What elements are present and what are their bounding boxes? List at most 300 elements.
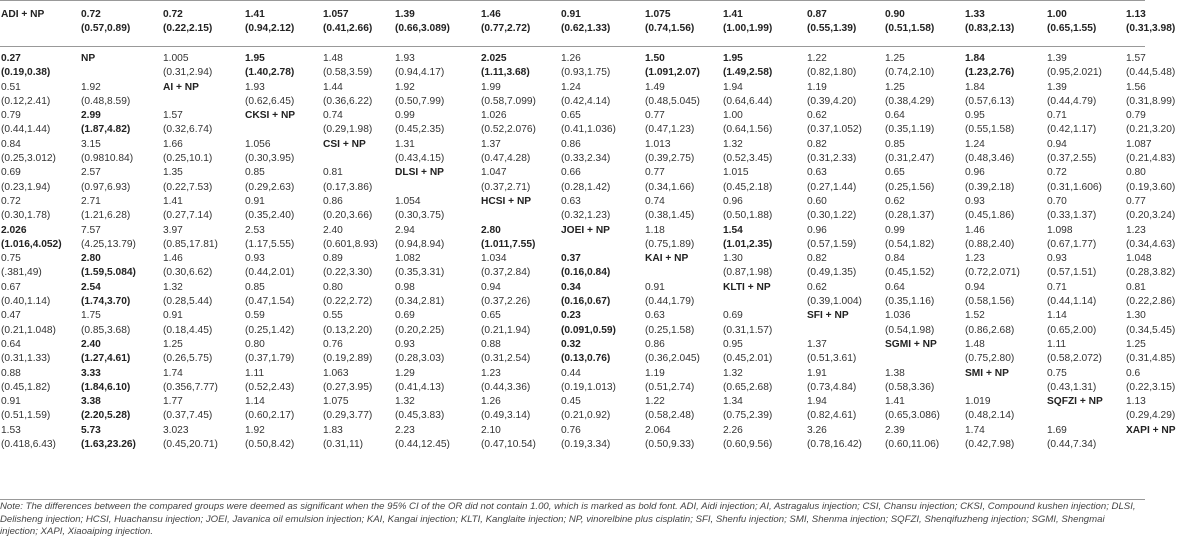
- confidence-interval: (0.66,3.089): [395, 23, 450, 35]
- table-cell: [480, 52, 560, 81]
- odds-ratio: 0.84: [885, 253, 905, 265]
- odds-ratio: 0.79: [1, 110, 21, 122]
- odds-ratio: 1.77: [163, 396, 183, 408]
- confidence-interval: (0.88,2.40): [965, 238, 1015, 250]
- odds-ratio: 1.054: [395, 195, 421, 207]
- table-cell: [722, 309, 806, 338]
- odds-ratio: 0.93: [1047, 253, 1067, 265]
- odds-ratio: 2.026: [1, 224, 27, 236]
- table-row: [0, 309, 1191, 338]
- table-cell: [394, 424, 480, 453]
- treatment-label: ADI + NP: [1, 9, 45, 20]
- confidence-interval: (0.30,3.75): [395, 210, 445, 222]
- odds-ratio: 1.46: [965, 224, 985, 236]
- odds-ratio: 0.69: [723, 310, 743, 322]
- odds-ratio: 2.53: [245, 224, 265, 236]
- table-cell: [1046, 252, 1125, 281]
- table-cell: [322, 166, 394, 195]
- odds-ratio: 1.047: [481, 167, 507, 179]
- confidence-interval: (0.50,9.33): [645, 439, 695, 451]
- confidence-interval: (0.31,1.606): [1047, 181, 1102, 193]
- confidence-interval: (0.40,1.14): [1, 296, 51, 308]
- confidence-interval: (0.50,8.42): [245, 439, 295, 451]
- table-cell: [722, 138, 806, 167]
- odds-ratio: 2.94: [395, 224, 415, 236]
- table-cell: [244, 81, 322, 110]
- table-cell: [806, 367, 884, 396]
- odds-ratio: 1.32: [163, 281, 183, 293]
- table-cell: [806, 195, 884, 224]
- table-cell: [0, 138, 80, 167]
- table-cell: [394, 281, 480, 310]
- table-cell: [322, 252, 394, 281]
- table-cell: [884, 52, 964, 81]
- confidence-interval: (0.94,4.17): [395, 67, 445, 79]
- odds-ratio: 0.69: [395, 310, 415, 322]
- confidence-interval: (0.22,7.53): [163, 181, 213, 193]
- table-cell: [480, 309, 560, 338]
- confidence-interval: (0.75,1.89): [645, 238, 695, 250]
- confidence-interval: (1.016,4.052): [1, 238, 62, 250]
- confidence-interval: (0.13,0.76): [561, 353, 611, 365]
- odds-ratio: 0.32: [561, 338, 581, 350]
- odds-ratio: 2.54: [81, 281, 101, 293]
- table-cell: [560, 81, 644, 110]
- table-cell: [80, 424, 162, 453]
- table-cell: [644, 252, 722, 281]
- confidence-interval: (0.42,1.17): [1047, 124, 1097, 136]
- odds-ratio: 1.18: [645, 224, 665, 236]
- table-cell: [964, 81, 1046, 110]
- odds-ratio: 0.63: [645, 310, 665, 322]
- table-cell: [394, 367, 480, 396]
- odds-ratio: 0.62: [807, 281, 827, 293]
- odds-ratio: 1.14: [1047, 310, 1067, 322]
- odds-ratio: 3.97: [163, 224, 183, 236]
- confidence-interval: (0.28,1.42): [561, 181, 611, 193]
- table-cell: [1046, 52, 1125, 81]
- table-note: Note: The differences between the compared groups were deemed as significant when the 95% CI of the OR did not contain 1.00, which is marked as bold font. ADI, Aidi injection; AI, Astragalus injection; CSI, Chansu injection; CKSI, Compound kushen injection; DLSI, Delisheng injection; HCSI, Huachansu injection; JOEI, Javanica oil emulsion injection; KAI, Kangai injection; KLTI, Kanglaite injection; NP, vinorelbine plus cisplatin; SFI, Shenfu injection; SMI, Shenma injection; SQFZI, Shenqifuzheng injection; SGMI, Shengmai injection; XAPI, Xiaoaiping injection.: [0, 501, 1136, 538]
- confidence-interval: (0.57,0.89): [81, 23, 131, 35]
- odds-ratio: 1.14: [245, 396, 265, 408]
- confidence-interval: (0.27,1.44): [807, 181, 857, 193]
- odds-ratio: 0.77: [1126, 195, 1146, 207]
- confidence-interval: (0.51,1.59): [1, 410, 51, 422]
- confidence-interval: (0.20,2.25): [395, 324, 445, 336]
- table-cell: [244, 281, 322, 310]
- odds-ratio: 2.40: [323, 224, 343, 236]
- confidence-interval: (0.25,1.42): [245, 324, 295, 336]
- table-cell: [0, 81, 80, 110]
- confidence-interval: (0.45,1.82): [1, 381, 51, 393]
- odds-ratio: 0.91: [163, 310, 183, 322]
- table-cell: [1125, 395, 1191, 424]
- confidence-interval: (0.18,4.45): [163, 324, 213, 336]
- odds-ratio: 1.30: [723, 253, 743, 265]
- table-cell: [162, 252, 244, 281]
- confidence-interval: (0.31,1.57): [723, 324, 773, 336]
- confidence-interval: (0.091,0.59): [561, 324, 616, 336]
- confidence-interval: (0.51,2.74): [645, 381, 695, 393]
- confidence-interval: (0.33,2.34): [561, 153, 611, 165]
- table-cell: [244, 166, 322, 195]
- odds-ratio: 1.31: [395, 138, 415, 150]
- odds-ratio: 1.93: [245, 81, 265, 93]
- table-cell: [80, 224, 162, 253]
- odds-ratio: 1.32: [395, 396, 415, 408]
- confidence-interval: (0.27,3.95): [323, 381, 373, 393]
- odds-ratio: 0.63: [807, 167, 827, 179]
- odds-ratio: 0.77: [645, 167, 665, 179]
- confidence-interval: (0.54,1.98): [885, 324, 935, 336]
- table-cell: [964, 424, 1046, 453]
- odds-ratio: 0.37: [561, 253, 581, 265]
- table-cell: [1125, 52, 1191, 81]
- odds-ratio: 2.80: [481, 224, 501, 236]
- confidence-interval: (0.45,2.18): [723, 181, 773, 193]
- table-cell: [80, 109, 162, 138]
- odds-ratio: 1.019: [965, 396, 991, 408]
- confidence-interval: (0.65,1.55): [1047, 23, 1097, 35]
- confidence-interval: (0.31,1.33): [1, 353, 51, 365]
- odds-ratio: 0.27: [1, 53, 21, 64]
- table-cell: [964, 224, 1046, 253]
- odds-ratio: 0.85: [245, 281, 265, 293]
- table-cell: [322, 81, 394, 110]
- odds-ratio: 7.57: [81, 224, 101, 236]
- table-cell: [560, 338, 644, 367]
- table-cell: [80, 367, 162, 396]
- confidence-interval: (0.93,1.75): [561, 67, 611, 79]
- odds-ratio: 1.098: [1047, 224, 1073, 236]
- odds-ratio: 1.057: [323, 9, 349, 20]
- confidence-interval: (1.63,23.26): [81, 439, 136, 451]
- confidence-interval: (0.48,8.59): [81, 95, 131, 107]
- odds-ratio: 1.38: [885, 367, 905, 379]
- odds-ratio: 1.25: [1126, 338, 1146, 350]
- confidence-interval: (0.95,2.021): [1047, 67, 1102, 79]
- odds-ratio: 0.96: [965, 167, 985, 179]
- odds-ratio: 0.77: [645, 110, 665, 122]
- treatment-label: XAPI + NP: [1126, 424, 1176, 436]
- confidence-interval: (0.77,2.72): [481, 23, 531, 35]
- confidence-interval: (0.25,10.1): [163, 153, 213, 165]
- odds-ratio: 3.38: [81, 396, 101, 408]
- table-cell: [322, 367, 394, 396]
- table-cell: [806, 109, 884, 138]
- odds-ratio: 1.41: [723, 9, 743, 20]
- table-cell: [0, 395, 80, 424]
- table-row: [0, 224, 1191, 253]
- odds-ratio: 0.91: [561, 9, 581, 20]
- table-cell: [964, 338, 1046, 367]
- odds-ratio: 1.35: [163, 167, 183, 179]
- confidence-interval: (0.20,3.66): [323, 210, 373, 222]
- confidence-interval: (0.30,1.22): [807, 210, 857, 222]
- table-cell: [560, 195, 644, 224]
- odds-ratio: 0.90: [885, 9, 905, 20]
- table-cell: [322, 109, 394, 138]
- confidence-interval: (0.51,3.61): [807, 353, 857, 365]
- confidence-interval: (0.25,1.58): [645, 324, 695, 336]
- confidence-interval: (0.47,4.28): [481, 153, 531, 165]
- confidence-interval: (0.27,7.14): [163, 210, 213, 222]
- table-cell: [0, 195, 80, 224]
- odds-ratio: 1.48: [323, 53, 343, 64]
- confidence-interval: (0.42,4.14): [561, 95, 611, 107]
- table-cell: [0, 252, 80, 281]
- odds-ratio: 1.69: [1047, 424, 1067, 436]
- confidence-interval: (0.19,3.60): [1126, 181, 1176, 193]
- confidence-interval: (0.62,6.45): [245, 95, 295, 107]
- odds-ratio: 0.80: [245, 338, 265, 350]
- table-cell: [1125, 81, 1191, 110]
- confidence-interval: (4.25,13.79): [81, 238, 136, 250]
- confidence-interval: (0.64,6.44): [723, 95, 773, 107]
- table-cell: [884, 138, 964, 167]
- table-cell: [0, 166, 80, 195]
- header-rule: [0, 46, 1145, 47]
- table-cell: [80, 195, 162, 224]
- table-cell: [806, 224, 884, 253]
- table-cell: [1125, 224, 1191, 253]
- confidence-interval: (0.16,0.84): [561, 267, 611, 279]
- confidence-interval: (0.34,2.81): [395, 296, 445, 308]
- confidence-interval: (0.52,3.45): [723, 153, 773, 165]
- table-cell: [644, 367, 722, 396]
- confidence-interval: (0.34,1.66): [645, 181, 695, 193]
- table-cell: [80, 395, 162, 424]
- table-cell: [394, 309, 480, 338]
- table-cell: [644, 424, 722, 453]
- table-cell: [644, 52, 722, 81]
- confidence-interval: (0.44,5.48): [1126, 67, 1176, 79]
- confidence-interval: (0.9810.84): [81, 153, 134, 165]
- odds-ratio: 1.37: [807, 338, 827, 350]
- treatment-label: SFI + NP: [807, 310, 849, 322]
- odds-ratio: 0.94: [481, 281, 501, 293]
- odds-ratio: 1.83: [323, 424, 343, 436]
- confidence-interval: (0.43,4.15): [395, 153, 445, 165]
- odds-ratio: 1.015: [723, 167, 749, 179]
- confidence-interval: (0.60,11.06): [885, 439, 940, 451]
- table-cell: [480, 138, 560, 167]
- confidence-interval: (0.51,1.58): [885, 23, 935, 35]
- confidence-interval: (0.58,1.56): [965, 296, 1015, 308]
- table-cell: [722, 109, 806, 138]
- table-row: [0, 109, 1191, 138]
- table-cell: [1046, 195, 1125, 224]
- table-cell: [644, 195, 722, 224]
- table-cell: [964, 309, 1046, 338]
- table-cell: [322, 338, 394, 367]
- table-cell: [884, 395, 964, 424]
- table-cell: [722, 195, 806, 224]
- confidence-interval: (0.28,3.03): [395, 353, 445, 365]
- confidence-interval: (0.39,2.18): [965, 181, 1015, 193]
- confidence-interval: (0.44,7.34): [1047, 439, 1097, 451]
- odds-ratio: 0.71: [1047, 110, 1067, 122]
- confidence-interval: (0.49,1.35): [807, 267, 857, 279]
- confidence-interval: (0.38,4.29): [885, 95, 935, 107]
- table-cell: [884, 338, 964, 367]
- odds-ratio: 1.91: [807, 367, 827, 379]
- table-cell: [644, 309, 722, 338]
- odds-ratio: 1.99: [481, 81, 501, 93]
- odds-ratio: 1.34: [723, 396, 743, 408]
- confidence-interval: (0.22,2.86): [1126, 296, 1176, 308]
- odds-ratio: 1.41: [163, 195, 183, 207]
- confidence-interval: (0.35,1.16): [885, 296, 935, 308]
- odds-ratio: 0.64: [885, 281, 905, 293]
- confidence-interval: (0.43,1.31): [1047, 381, 1097, 393]
- table-cell: [244, 424, 322, 453]
- table-cell: [806, 81, 884, 110]
- odds-ratio: 1.23: [965, 253, 985, 265]
- odds-ratio: 0.87: [807, 9, 827, 20]
- table-cell: [244, 52, 322, 81]
- odds-ratio: 0.76: [323, 338, 343, 350]
- odds-ratio: 0.80: [1126, 167, 1146, 179]
- confidence-interval: (0.38,1.45): [645, 210, 695, 222]
- odds-ratio: 0.23: [561, 310, 581, 322]
- confidence-interval: (0.13,2.20): [323, 324, 373, 336]
- table-cell: [806, 252, 884, 281]
- table-cell: [394, 138, 480, 167]
- odds-ratio: 1.92: [81, 81, 101, 93]
- odds-ratio: 2.71: [81, 195, 101, 207]
- odds-ratio: 1.92: [395, 81, 415, 93]
- odds-ratio: 1.23: [481, 367, 501, 379]
- table-cell: [806, 166, 884, 195]
- odds-ratio: 1.005: [163, 53, 189, 64]
- table-cell: [644, 166, 722, 195]
- table-cell: [884, 309, 964, 338]
- table-cell: [80, 338, 162, 367]
- confidence-interval: (0.36,2.045): [645, 353, 700, 365]
- odds-ratio: 0.47: [1, 310, 21, 322]
- table-cell: [0, 424, 80, 453]
- odds-ratio: 0.44: [561, 367, 581, 379]
- odds-ratio: 0.82: [807, 253, 827, 265]
- confidence-interval: (1.00,1.99): [723, 23, 773, 35]
- table-cell: [884, 367, 964, 396]
- confidence-interval: (0.64,1.56): [723, 124, 773, 136]
- odds-ratio: 2.57: [81, 167, 101, 179]
- confidence-interval: (0.60,2.17): [245, 410, 295, 422]
- confidence-interval: (0.83,2.13): [965, 23, 1015, 35]
- table-cell: [162, 309, 244, 338]
- confidence-interval: (0.48,5.045): [645, 95, 700, 107]
- odds-ratio: 1.087: [1126, 138, 1152, 150]
- table-row: [0, 195, 1191, 224]
- table-row: [0, 138, 1191, 167]
- table-cell: [480, 395, 560, 424]
- odds-ratio: 2.064: [645, 424, 671, 436]
- table-cell: [80, 309, 162, 338]
- confidence-interval: (0.72,2.071): [965, 267, 1020, 279]
- odds-ratio: 1.66: [163, 138, 183, 150]
- confidence-interval: (0.34,5.45): [1126, 324, 1176, 336]
- confidence-interval: (0.45,1.86): [965, 210, 1015, 222]
- odds-ratio: 1.026: [481, 110, 507, 122]
- table-cell: [244, 224, 322, 253]
- table-cell: [394, 224, 480, 253]
- table-cell: [560, 281, 644, 310]
- confidence-interval: (0.45,1.52): [885, 267, 935, 279]
- odds-ratio: 0.93: [395, 338, 415, 350]
- table-cell: [1046, 224, 1125, 253]
- table-cell: [480, 195, 560, 224]
- table-cell: [244, 109, 322, 138]
- odds-ratio: 0.86: [645, 338, 665, 350]
- odds-ratio: 1.93: [395, 53, 415, 64]
- odds-ratio: 1.13: [1126, 396, 1146, 408]
- confidence-interval: (0.45,20.71): [163, 439, 218, 451]
- table-row: [0, 367, 1191, 396]
- odds-ratio: 0.70: [1047, 195, 1067, 207]
- odds-ratio: 0.72: [1047, 167, 1067, 179]
- confidence-interval: (0.39,1.004): [807, 296, 862, 308]
- odds-ratio: 1.56: [1126, 81, 1146, 93]
- confidence-interval: (0.21,0.92): [561, 410, 611, 422]
- table-cell: [964, 367, 1046, 396]
- confidence-interval: (0.37,1.79): [245, 353, 295, 365]
- table-cell: [322, 424, 394, 453]
- confidence-interval: (1.49,2.58): [723, 67, 773, 79]
- confidence-interval: (1.091,2.07): [645, 67, 700, 79]
- confidence-interval: (0.37,2.71): [481, 181, 531, 193]
- odds-ratio: 0.51: [1, 81, 21, 93]
- odds-ratio: 1.41: [245, 9, 265, 20]
- confidence-interval: (0.44,4.79): [1047, 95, 1097, 107]
- table-cell: [80, 281, 162, 310]
- table-cell: [964, 252, 1046, 281]
- confidence-interval: (.381,49): [1, 267, 42, 279]
- odds-ratio: 0.69: [1, 167, 21, 179]
- confidence-interval: (0.35,1.19): [885, 124, 935, 136]
- table-cell: [0, 338, 80, 367]
- table-cell: [0, 367, 80, 396]
- odds-ratio: 0.75: [1047, 367, 1067, 379]
- confidence-interval: (0.54,1.82): [885, 238, 935, 250]
- table-cell: [884, 109, 964, 138]
- odds-ratio: 1.23: [1126, 224, 1146, 236]
- odds-ratio: 0.99: [395, 110, 415, 122]
- confidence-interval: (0.12,2.41): [1, 95, 51, 107]
- odds-ratio: 0.63: [561, 195, 581, 207]
- table-cell: [480, 338, 560, 367]
- table-cell: [722, 81, 806, 110]
- confidence-interval: (0.58,3.59): [323, 67, 373, 79]
- odds-ratio: 0.86: [561, 138, 581, 150]
- table-cell: [162, 395, 244, 424]
- table-cell: [884, 81, 964, 110]
- odds-ratio: 0.93: [965, 195, 985, 207]
- confidence-interval: (0.75,2.80): [965, 353, 1015, 365]
- confidence-interval: (1.17,5.55): [245, 238, 295, 250]
- odds-ratio: 0.89: [323, 253, 343, 265]
- table-cell: [806, 309, 884, 338]
- confidence-interval: (0.37,7.45): [163, 410, 213, 422]
- odds-ratio: 1.84: [965, 53, 985, 64]
- odds-ratio: 0.72: [163, 9, 183, 20]
- table-cell: [722, 166, 806, 195]
- confidence-interval: (0.20,3.24): [1126, 210, 1176, 222]
- table-cell: [644, 281, 722, 310]
- table-cell: [322, 138, 394, 167]
- confidence-interval: (0.74,2.10): [885, 67, 935, 79]
